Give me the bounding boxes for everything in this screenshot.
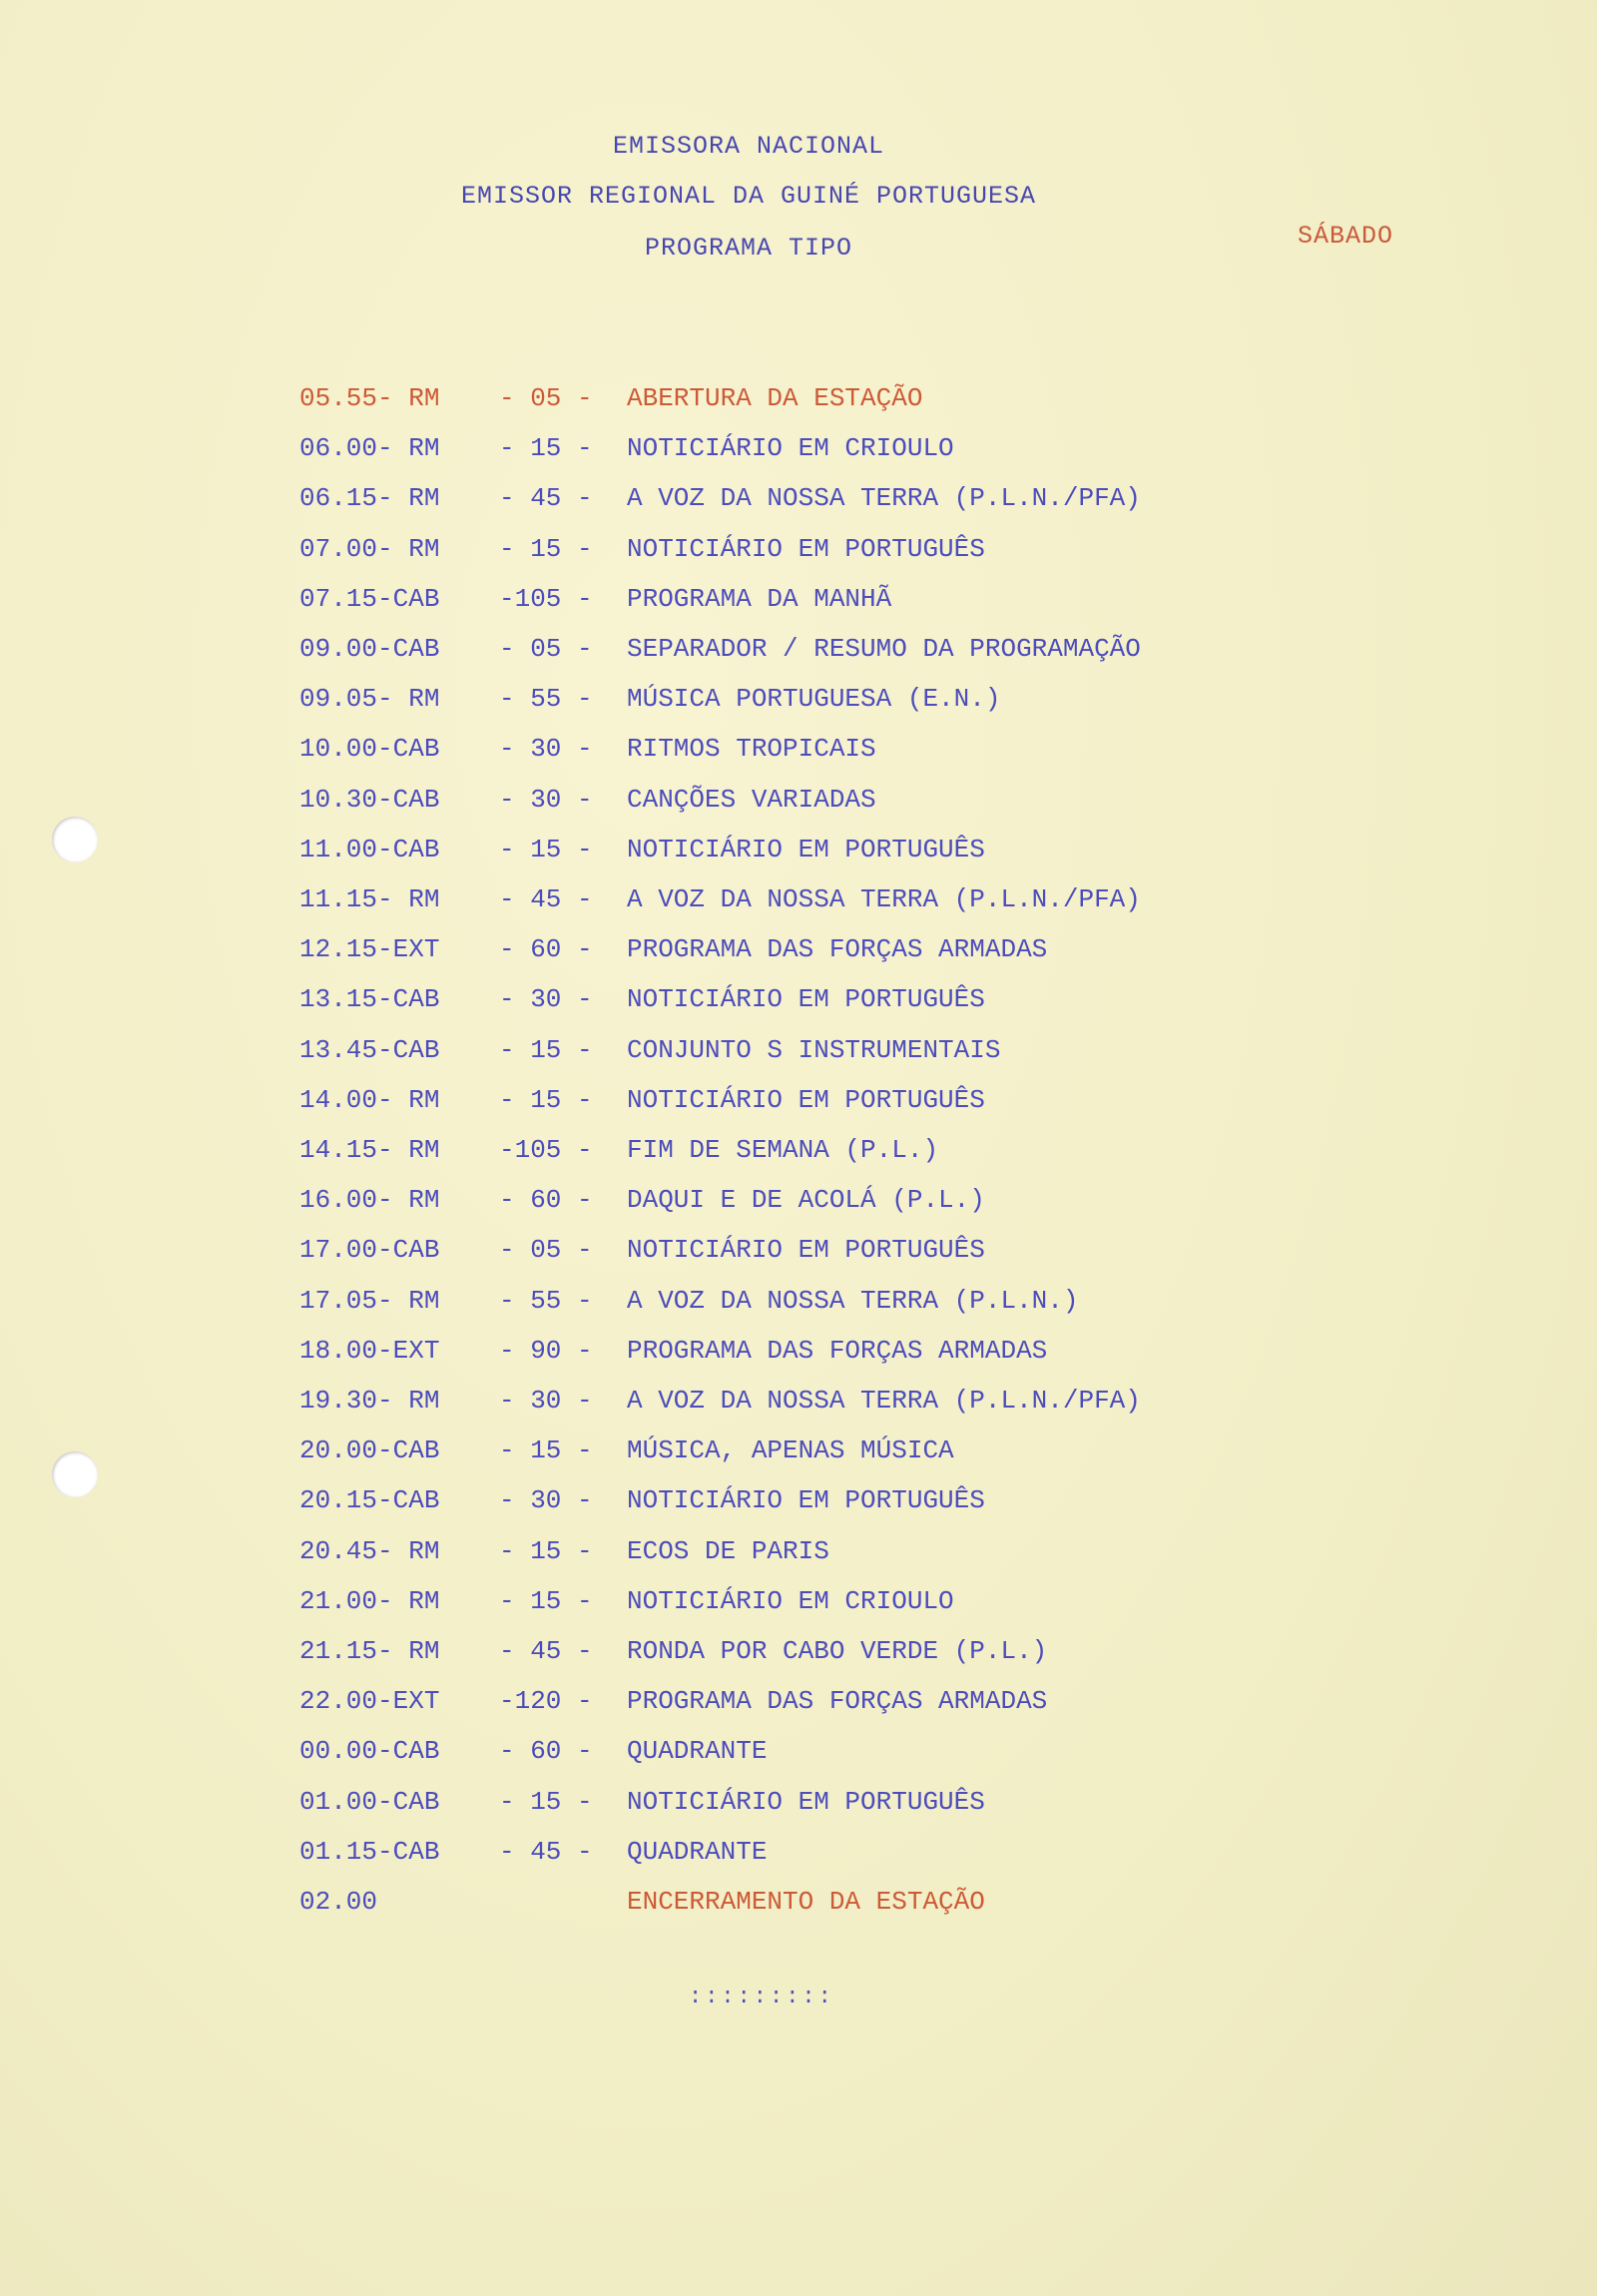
schedule-duration: - 15 - [499,533,593,564]
schedule-duration: - 15 - [499,834,593,864]
schedule-duration: - 15 - [499,1535,593,1566]
schedule-duration: - 30 - [499,1386,593,1416]
schedule-program: A VOZ DA NOSSA TERRA (P.L.N./PFA) [627,483,1141,514]
schedule-time: 21.15- RM [299,1636,440,1666]
schedule-duration: - 05 - [499,383,593,413]
schedule-time: 11.15- RM [299,884,440,914]
regional-transmitter: EMISSOR REGIONAL DA GUINÉ PORTUGUESA [460,182,1037,211]
schedule-time: 17.00-CAB [299,1235,440,1266]
schedule-time: 13.15-CAB [299,984,440,1015]
schedule-duration: - 45 - [499,1636,593,1666]
schedule-time: 06.15- RM [299,483,440,514]
schedule-time: 01.00-CAB [299,1786,440,1817]
schedule-duration: - 60 - [499,934,593,965]
schedule-program: ABERTURA DA ESTAÇÃO [627,383,923,413]
schedule-duration: - 90 - [499,1335,593,1366]
schedule-duration: - 15 - [499,1034,593,1065]
schedule-duration: - 15 - [499,433,593,464]
schedule-duration: - 60 - [499,1736,593,1767]
schedule-duration: - 45 - [499,483,593,514]
schedule-duration: - 55 - [499,684,593,715]
schedule-duration: - 15 - [499,1585,593,1616]
schedule-program: DAQUI E DE ACOLÁ (P.L.) [627,1185,985,1216]
schedule-time: 11.00-CAB [299,834,440,864]
schedule-program: SEPARADOR / RESUMO DA PROGRAMAÇÃO [627,634,1141,664]
schedule-duration: - 30 - [499,734,593,765]
closing-mark: ::::::::: [689,1985,834,2009]
schedule-time: 06.00- RM [299,433,440,464]
schedule-time: 02.00 [299,1887,378,1917]
schedule-program: NOTICIÁRIO EM PORTUGUÊS [627,984,985,1015]
station-name: EMISSORA NACIONAL [612,132,885,161]
schedule-program: QUADRANTE [627,1736,768,1767]
schedule-duration: - 45 - [499,884,593,914]
schedule-time: 17.05- RM [299,1285,440,1316]
schedule-time: 10.30-CAB [299,784,440,815]
schedule-program: PROGRAMA DAS FORÇAS ARMADAS [627,1686,1048,1717]
punch-hole-top [52,817,98,862]
document-title: PROGRAMA TIPO [644,234,853,263]
schedule-program: NOTICIÁRIO EM PORTUGUÊS [627,533,985,564]
schedule-time: 12.15-EXT [299,934,440,965]
schedule-time: 21.00- RM [299,1585,440,1616]
schedule-time: 01.15-CAB [299,1836,440,1867]
schedule-time: 18.00-EXT [299,1335,440,1366]
schedule-time: 20.45- RM [299,1535,440,1566]
schedule-time: 20.15-CAB [299,1485,440,1516]
schedule-duration: - 60 - [499,1185,593,1216]
schedule-time: 16.00- RM [299,1185,440,1216]
schedule-duration: - 30 - [499,784,593,815]
schedule-duration: -120 - [499,1686,593,1717]
schedule-program: MÚSICA, APENAS MÚSICA [627,1435,954,1466]
schedule-program: RONDA POR CABO VERDE (P.L.) [627,1636,1048,1666]
schedule-time: 07.15-CAB [299,583,440,614]
schedule-program: PROGRAMA DAS FORÇAS ARMADAS [627,934,1048,965]
schedule-duration: - 05 - [499,634,593,664]
schedule-duration: - 30 - [499,984,593,1015]
schedule-program: A VOZ DA NOSSA TERRA (P.L.N.) [627,1285,1079,1316]
schedule-duration: - 05 - [499,1235,593,1266]
schedule-program: CANÇÕES VARIADAS [627,784,876,815]
schedule-time: 07.00- RM [299,533,440,564]
schedule-program: NOTICIÁRIO EM PORTUGUÊS [627,1084,985,1115]
schedule-program: NOTICIÁRIO EM CRIOULO [627,433,954,464]
schedule-program: NOTICIÁRIO EM PORTUGUÊS [627,1235,985,1266]
schedule-program: NOTICIÁRIO EM CRIOULO [627,1585,954,1616]
schedule-program: NOTICIÁRIO EM PORTUGUÊS [627,834,985,864]
schedule-time: 10.00-CAB [299,734,440,765]
schedule-program: A VOZ DA NOSSA TERRA (P.L.N./PFA) [627,884,1141,914]
schedule-time: 14.00- RM [299,1084,440,1115]
schedule-time: 09.05- RM [299,684,440,715]
schedule-time: 00.00-CAB [299,1736,440,1767]
schedule-program: A VOZ DA NOSSA TERRA (P.L.N./PFA) [627,1386,1141,1416]
schedule-duration: -105 - [499,1135,593,1165]
schedule-duration: - 15 - [499,1786,593,1817]
schedule-program: ENCERRAMENTO DA ESTAÇÃO [627,1887,985,1917]
schedule-duration: - 15 - [499,1084,593,1115]
schedule-duration: - 15 - [499,1435,593,1466]
schedule-program: ECOS DE PARIS [627,1535,829,1566]
schedule-time: 05.55- RM [299,383,440,413]
schedule-program: MÚSICA PORTUGUESA (E.N.) [627,684,1001,715]
schedule-time: 22.00-EXT [299,1686,440,1717]
schedule-program: FIM DE SEMANA (P.L.) [627,1135,939,1165]
schedule-program: NOTICIÁRIO EM PORTUGUÊS [627,1786,985,1817]
schedule-program: RITMOS TROPICAIS [627,734,876,765]
schedule-program: PROGRAMA DAS FORÇAS ARMADAS [627,1335,1048,1366]
schedule-time: 09.00-CAB [299,634,440,664]
schedule-time: 19.30- RM [299,1386,440,1416]
schedule-time: 14.15- RM [299,1135,440,1165]
schedule-time: 13.45-CAB [299,1034,440,1065]
schedule-program: QUADRANTE [627,1836,768,1867]
schedule-program: PROGRAMA DA MANHÃ [627,583,892,614]
weekday-label: SÁBADO [1298,222,1394,251]
schedule-duration: - 45 - [499,1836,593,1867]
schedule-duration: -105 - [499,583,593,614]
punch-hole-bottom [52,1451,98,1497]
schedule-program: NOTICIÁRIO EM PORTUGUÊS [627,1485,985,1516]
schedule-time: 20.00-CAB [299,1435,440,1466]
schedule-program: CONJUNTO S INSTRUMENTAIS [627,1034,1001,1065]
schedule-duration: - 30 - [499,1485,593,1516]
schedule-duration: - 55 - [499,1285,593,1316]
